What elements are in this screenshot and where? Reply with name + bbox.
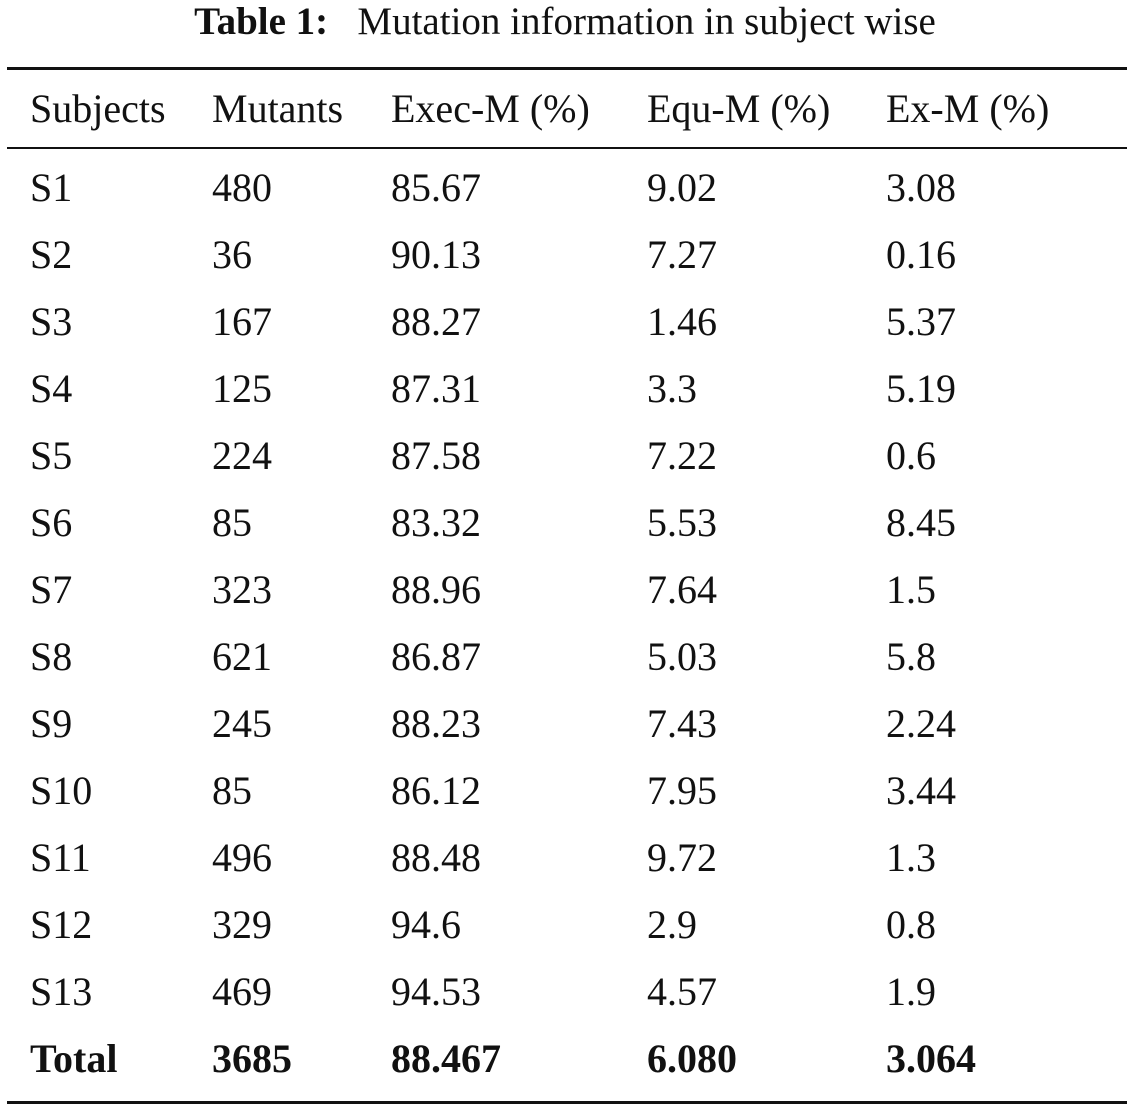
cell-ex-m: 1.9 bbox=[886, 969, 936, 1014]
table-row bbox=[0, 699, 1130, 759]
cell-equ-m: 3.3 bbox=[647, 366, 697, 411]
cell-subject: S7 bbox=[30, 567, 73, 612]
cell-mutants: 85 bbox=[212, 768, 252, 813]
table-row bbox=[0, 498, 1130, 558]
caption-text: Mutation information in subject wise bbox=[357, 0, 936, 43]
table-header-row bbox=[0, 84, 1130, 134]
total-equ-m: 6.080 bbox=[647, 1036, 737, 1081]
cell-mutants: 496 bbox=[212, 835, 272, 880]
cell-equ-m: 5.53 bbox=[647, 500, 717, 545]
cell-mutants: 621 bbox=[212, 634, 272, 679]
cell-subject: S4 bbox=[30, 366, 73, 411]
cell-mutants: 480 bbox=[212, 165, 272, 210]
top-rule bbox=[7, 67, 1127, 70]
cell-equ-m: 7.27 bbox=[647, 232, 717, 277]
cell-ex-m: 5.8 bbox=[886, 634, 936, 679]
header-mutants: Mutants bbox=[212, 86, 344, 131]
cell-exec-m: 88.48 bbox=[391, 835, 481, 880]
cell-mutants: 469 bbox=[212, 969, 272, 1014]
cell-exec-m: 88.27 bbox=[391, 299, 481, 344]
table-row bbox=[0, 833, 1130, 893]
cell-ex-m: 5.37 bbox=[886, 299, 956, 344]
cell-ex-m: 5.19 bbox=[886, 366, 956, 411]
total-exec-m: 88.467 bbox=[391, 1036, 501, 1081]
table-row bbox=[0, 431, 1130, 491]
cell-equ-m: 7.43 bbox=[647, 701, 717, 746]
caption-label: Table 1: bbox=[194, 0, 329, 43]
table-caption bbox=[0, 0, 1130, 46]
cell-subject: S3 bbox=[30, 299, 73, 344]
cell-equ-m: 7.64 bbox=[647, 567, 717, 612]
table-row bbox=[0, 230, 1130, 290]
header-exec-m: Exec-M (%) bbox=[391, 86, 590, 131]
table-row bbox=[0, 900, 1130, 960]
cell-ex-m: 8.45 bbox=[886, 500, 956, 545]
cell-subject: S5 bbox=[30, 433, 73, 478]
total-mutants: 3685 bbox=[212, 1036, 292, 1081]
cell-exec-m: 85.67 bbox=[391, 165, 481, 210]
header-subjects: Subjects bbox=[30, 86, 166, 131]
table-row bbox=[0, 766, 1130, 826]
cell-mutants: 329 bbox=[212, 902, 272, 947]
cell-ex-m: 2.24 bbox=[886, 701, 956, 746]
cell-subject: S13 bbox=[30, 969, 93, 1014]
cell-mutants: 245 bbox=[212, 701, 272, 746]
cell-equ-m: 5.03 bbox=[647, 634, 717, 679]
cell-equ-m: 9.02 bbox=[647, 165, 717, 210]
cell-ex-m: 0.6 bbox=[886, 433, 936, 478]
cell-mutants: 323 bbox=[212, 567, 272, 612]
table-total-row bbox=[0, 1034, 1130, 1094]
cell-subject: S6 bbox=[30, 500, 73, 545]
cell-exec-m: 90.13 bbox=[391, 232, 481, 277]
cell-mutants: 85 bbox=[212, 500, 252, 545]
cell-ex-m: 0.16 bbox=[886, 232, 956, 277]
table-row bbox=[0, 632, 1130, 692]
header-ex-m: Ex-M (%) bbox=[886, 86, 1050, 131]
cell-exec-m: 88.23 bbox=[391, 701, 481, 746]
cell-exec-m: 87.58 bbox=[391, 433, 481, 478]
cell-ex-m: 1.3 bbox=[886, 835, 936, 880]
table-row bbox=[0, 297, 1130, 357]
bottom-rule bbox=[7, 1101, 1127, 1104]
cell-equ-m: 1.46 bbox=[647, 299, 717, 344]
table-row bbox=[0, 364, 1130, 424]
cell-equ-m: 2.9 bbox=[647, 902, 697, 947]
cell-exec-m: 83.32 bbox=[391, 500, 481, 545]
cell-equ-m: 4.57 bbox=[647, 969, 717, 1014]
cell-ex-m: 3.44 bbox=[886, 768, 956, 813]
cell-subject: S10 bbox=[30, 768, 93, 813]
cell-equ-m: 7.95 bbox=[647, 768, 717, 813]
table-row bbox=[0, 163, 1130, 223]
cell-subject: S1 bbox=[30, 165, 73, 210]
cell-exec-m: 86.87 bbox=[391, 634, 481, 679]
total-ex-m: 3.064 bbox=[886, 1036, 976, 1081]
cell-subject: S2 bbox=[30, 232, 73, 277]
header-equ-m: Equ-M (%) bbox=[647, 86, 831, 131]
total-label: Total bbox=[30, 1036, 118, 1081]
cell-exec-m: 86.12 bbox=[391, 768, 481, 813]
cell-equ-m: 7.22 bbox=[647, 433, 717, 478]
table-row bbox=[0, 565, 1130, 625]
cell-exec-m: 94.53 bbox=[391, 969, 481, 1014]
header-rule bbox=[7, 147, 1127, 149]
cell-exec-m: 88.96 bbox=[391, 567, 481, 612]
cell-exec-m: 87.31 bbox=[391, 366, 481, 411]
cell-subject: S11 bbox=[30, 835, 91, 880]
cell-mutants: 224 bbox=[212, 433, 272, 478]
cell-equ-m: 9.72 bbox=[647, 835, 717, 880]
cell-ex-m: 1.5 bbox=[886, 567, 936, 612]
cell-mutants: 167 bbox=[212, 299, 272, 344]
cell-ex-m: 0.8 bbox=[886, 902, 936, 947]
cell-mutants: 125 bbox=[212, 366, 272, 411]
cell-subject: S12 bbox=[30, 902, 93, 947]
cell-mutants: 36 bbox=[212, 232, 252, 277]
cell-ex-m: 3.08 bbox=[886, 165, 956, 210]
table-row bbox=[0, 967, 1130, 1027]
cell-subject: S9 bbox=[30, 701, 73, 746]
cell-subject: S8 bbox=[30, 634, 73, 679]
cell-exec-m: 94.6 bbox=[391, 902, 461, 947]
